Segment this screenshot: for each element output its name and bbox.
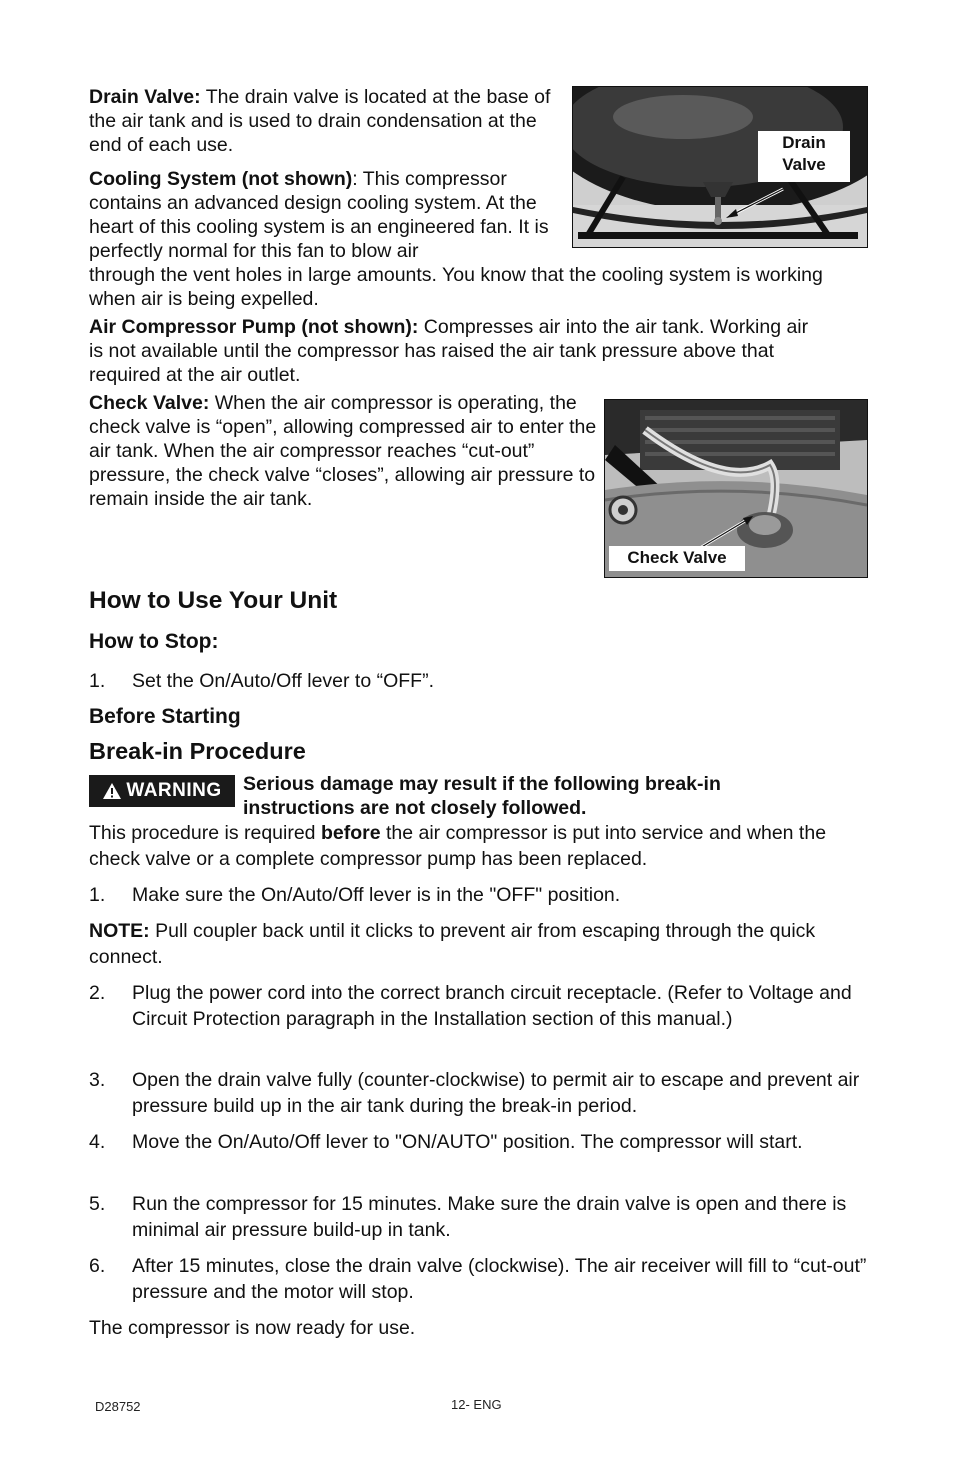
drain-label-line1: Drain <box>782 133 826 152</box>
warning-badge <box>89 775 235 807</box>
intro-bold: before <box>320 822 381 844</box>
intro-text-a: This procedure is required <box>89 822 321 844</box>
warning-line2: instructions are not closely followed. <box>243 797 587 819</box>
drain-label-line2: Valve <box>782 155 826 174</box>
step-number: 3. <box>89 1069 106 1091</box>
cooling-system-paragraph <box>89 167 567 263</box>
break-in-step-3 <box>89 1067 869 1121</box>
note-paragraph <box>89 918 864 970</box>
check-valve-text: When the air compressor is operating, the check valve is “open”, allowing compressed air to enter the air tank. When the air compressor reaches “cut-out” pressure, the check valve “closes”, allowing air pressure to remain inside the air tank. <box>89 392 597 510</box>
check-valve-photo <box>604 399 868 578</box>
check-valve-paragraph <box>89 391 604 511</box>
break-in-intro <box>89 820 864 872</box>
stop-step <box>89 668 869 694</box>
check-valve-photo-label: Check Valve <box>609 546 745 571</box>
pump-text: Compresses air into the air tank. Working air is not available until the compressor has raised the air tank pressure above that required at the air outlet. <box>89 316 809 386</box>
step-number: 1. <box>89 884 106 906</box>
step-text: Run the compressor for 15 minutes. Make sure the drain valve is open and there is minimal air pressure build-up in tank. <box>132 1193 847 1241</box>
stop-step-number: 1. <box>89 670 106 692</box>
drain-valve-label: Drain Valve: <box>89 86 201 108</box>
break-in-step-6 <box>89 1253 869 1307</box>
cooling-system-continued <box>89 263 864 311</box>
footer-model-number: D28752 <box>95 1399 141 1414</box>
warning-badge-text: WARNING <box>126 780 222 801</box>
step-text: Move the On/Auto/Off lever to "ON/AUTO" position. The compressor will start. <box>132 1131 803 1153</box>
cooling-system-continued-text: through the vent holes in large amounts. You know that the cooling system is working when air is being expelled. <box>89 264 823 310</box>
cooling-system-text: : This compressor contains an advanced design cooling system. At the heart of this cooling system is an engineered fan. It is perfectly normal for this fan to blow air <box>89 168 549 262</box>
how-to-use-heading: How to Use Your Unit <box>89 587 338 614</box>
step-text: Make sure the On/Auto/Off lever is in the "OFF" position. <box>132 884 621 906</box>
stop-step-text: Set the On/Auto/Off lever to “OFF”. <box>132 670 435 692</box>
intro-text-b: the air compressor is put into service and when the check valve or a complete compressor pump has been replaced. <box>89 822 827 870</box>
break-in-step-2 <box>89 980 869 1060</box>
break-in-step-4 <box>89 1129 869 1183</box>
note-label: NOTE: <box>89 920 150 942</box>
drain-valve-text: The drain valve is located at the base of the air tank and is used to drain condensation at the end of each use. <box>89 86 551 156</box>
step-number: 2. <box>89 982 106 1004</box>
drain-valve-photo-label <box>758 131 850 182</box>
footer-page-number: 12- ENG <box>451 1397 502 1412</box>
break-in-step-5 <box>89 1191 869 1245</box>
check-valve-label: Check Valve: <box>89 392 210 414</box>
note-text: Pull coupler back until it clicks to prevent air from escaping through the quick connect. <box>89 920 816 968</box>
how-to-stop-heading: How to Stop: <box>89 630 219 653</box>
step-number: 4. <box>89 1131 106 1153</box>
closing-paragraph: The compressor is now ready for use. <box>89 1317 416 1339</box>
step-number: 5. <box>89 1193 106 1215</box>
warning-message <box>243 772 843 820</box>
drain-valve-paragraph <box>89 85 554 157</box>
break-in-heading: Break-in Procedure <box>89 738 306 764</box>
drain-valve-photo <box>572 86 868 248</box>
step-number: 6. <box>89 1255 106 1277</box>
step-text: After 15 minutes, close the drain valve (clockwise). The air receiver will fill to “cut-out” pressure and the motor will stop. <box>132 1255 867 1303</box>
pump-paragraph <box>89 315 809 387</box>
before-starting-heading: Before Starting <box>89 705 241 728</box>
pump-label: Air Compressor Pump (not shown): <box>89 316 419 338</box>
break-in-step-1 <box>89 882 869 908</box>
cooling-system-label: Cooling System (not shown) <box>89 168 353 190</box>
step-text: Open the drain valve fully (counter-clockwise) to permit air to escape and prevent air pressure build up in the air tank during the break-in period. <box>132 1069 860 1117</box>
warning-triangle-icon <box>102 782 122 800</box>
step-text: Plug the power cord into the correct branch circuit receptacle. (Refer to Voltage and Circuit Protection paragraph in the Installation section of this manual.) <box>132 982 852 1030</box>
warning-line1: Serious damage may result if the following break-in <box>243 773 721 795</box>
